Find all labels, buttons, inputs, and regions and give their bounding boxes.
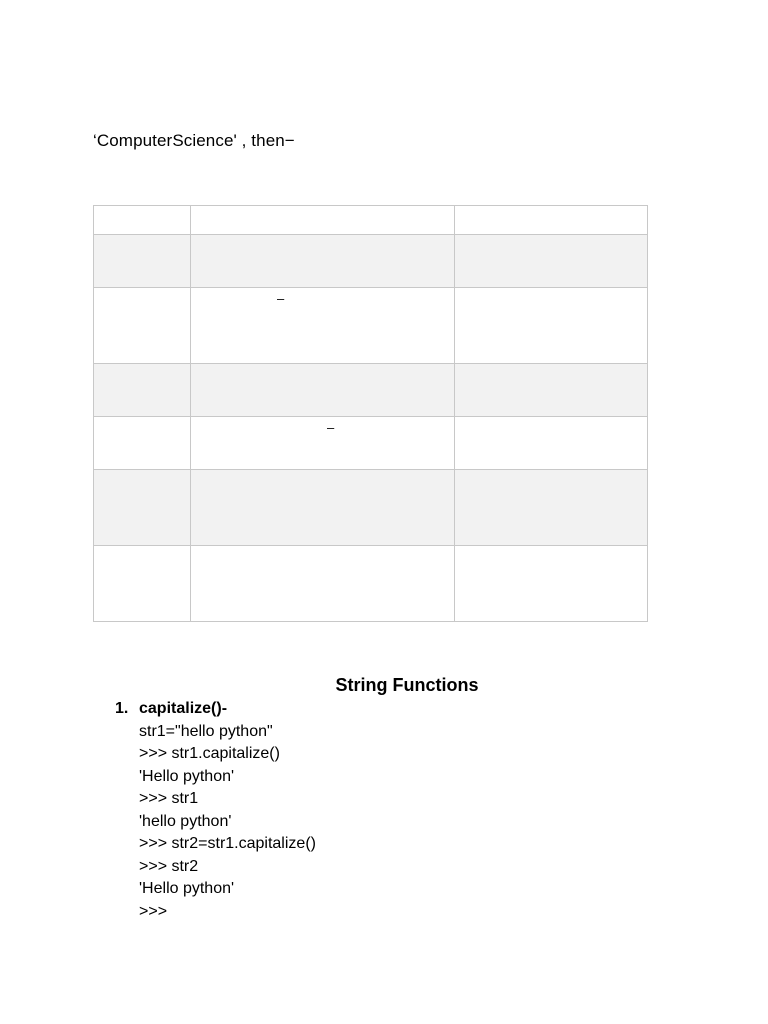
section-title: String Functions [335, 675, 479, 695]
code-line: >>> str1 [139, 790, 199, 807]
table-cell [455, 288, 648, 364]
table-cell [455, 417, 648, 470]
table-row [94, 417, 648, 470]
table-cell [94, 417, 191, 470]
table-cell [455, 206, 648, 235]
table-cell [94, 206, 191, 235]
table-cell [455, 364, 648, 417]
function-item [115, 698, 316, 923]
intro-text: ‘ComputerScience' , then− [93, 131, 295, 150]
table-cell [191, 546, 455, 622]
table-cell [94, 288, 191, 364]
dash-mark: – [327, 420, 335, 435]
table-cell [455, 470, 648, 546]
table-cell [455, 546, 648, 622]
table-cell [191, 288, 455, 364]
code-line: str1="hello python" [139, 722, 273, 740]
table-cell [191, 235, 455, 288]
code-line: >>> [139, 902, 168, 920]
code-line: 'Hello python' [139, 880, 235, 897]
dash-mark: – [277, 291, 285, 306]
table-cell [191, 470, 455, 546]
table-cell [94, 235, 191, 288]
table-cell [455, 235, 648, 288]
data-table [93, 205, 648, 622]
table-cell [94, 546, 191, 622]
code-line: 'hello python' [139, 812, 232, 830]
table-cell [191, 417, 455, 470]
code-line: >>> str2 [139, 857, 199, 875]
code-line: 'Hello python' [139, 767, 235, 785]
table-cell [94, 470, 191, 546]
code-example [139, 721, 316, 924]
table-row [94, 206, 648, 235]
table-row [94, 546, 648, 622]
table-row [94, 364, 648, 417]
table-cell [191, 206, 455, 235]
table-row [94, 470, 648, 546]
table-row [94, 288, 648, 364]
table-row [94, 235, 648, 288]
code-line: >>> str1.capitalize() [139, 745, 280, 762]
list-number: 1. [115, 700, 129, 717]
table-cell [191, 364, 455, 417]
function-heading [115, 698, 316, 721]
code-line: >>> str2=str1.capitalize() [139, 835, 316, 852]
function-name: capitalize()- [139, 700, 228, 717]
table-cell [94, 364, 191, 417]
